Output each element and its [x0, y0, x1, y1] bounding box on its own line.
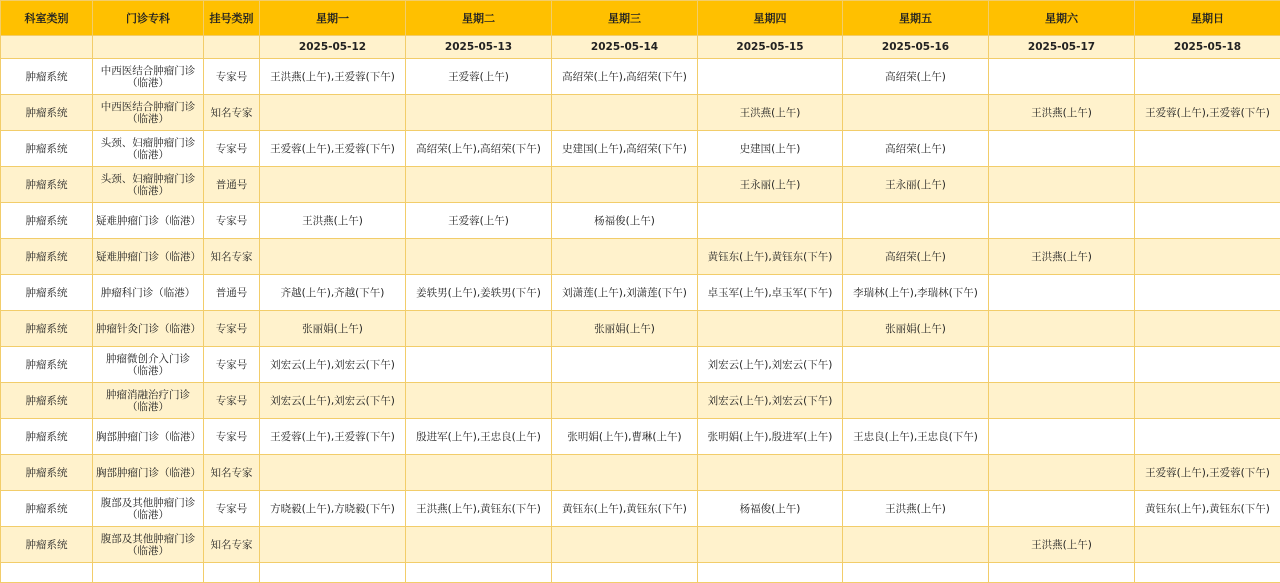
cell-saturday[interactable] — [989, 167, 1135, 203]
cell-saturday[interactable] — [989, 347, 1135, 383]
cell-tuesday[interactable] — [406, 95, 552, 131]
cell-monday[interactable]: 王洪燕(上午) — [260, 203, 406, 239]
cell-empty — [843, 563, 989, 583]
cell-friday[interactable] — [843, 383, 989, 419]
cell-wednesday[interactable] — [552, 455, 698, 491]
cell-dept-category: 肿瘤系统 — [1, 491, 93, 527]
cell-registration-type: 专家号 — [204, 491, 260, 527]
cell-sunday[interactable] — [1135, 347, 1280, 383]
cell-registration-type: 专家号 — [204, 131, 260, 167]
cell-registration-type: 知名专家 — [204, 95, 260, 131]
cell-wednesday[interactable] — [552, 95, 698, 131]
cell-monday[interactable] — [260, 527, 406, 563]
table-row — [1, 455, 1280, 491]
cell-tuesday[interactable]: 高绍荣(上午),高绍荣(下午) — [406, 131, 552, 167]
cell-friday[interactable]: 王忠良(上午),王忠良(下午) — [843, 419, 989, 455]
cell-monday[interactable]: 张丽娟(上午) — [260, 311, 406, 347]
cell-wednesday[interactable]: 张明娟(上午),曹琳(上午) — [552, 419, 698, 455]
cell-wednesday[interactable] — [552, 347, 698, 383]
cell-sunday[interactable] — [1135, 167, 1280, 203]
cell-saturday[interactable]: 王洪燕(上午) — [989, 527, 1135, 563]
date-saturday: 2025-05-17 — [989, 36, 1135, 59]
cell-dept-category: 肿瘤系统 — [1, 59, 93, 95]
cell-clinic-specialty: 胸部肿瘤门诊（临港） — [93, 455, 204, 491]
cell-tuesday[interactable]: 王爱蓉(上午) — [406, 203, 552, 239]
cell-thursday[interactable] — [698, 311, 843, 347]
cell-thursday[interactable]: 王永丽(上午) — [698, 167, 843, 203]
cell-monday[interactable]: 王爱蓉(上午),王爱蓉(下午) — [260, 131, 406, 167]
cell-monday[interactable]: 刘宏云(上午),刘宏云(下午) — [260, 347, 406, 383]
cell-wednesday[interactable] — [552, 239, 698, 275]
cell-dept-category: 肿瘤系统 — [1, 311, 93, 347]
header-saturday: 星期六 — [989, 1, 1135, 36]
cell-registration-type: 知名专家 — [204, 527, 260, 563]
cell-dept-category: 肿瘤系统 — [1, 383, 93, 419]
cell-friday[interactable]: 高绍荣(上午) — [843, 59, 989, 95]
cell-monday[interactable]: 齐越(上午),齐越(下午) — [260, 275, 406, 311]
cell-sunday[interactable]: 王爱蓉(上午),王爱蓉(下午) — [1135, 455, 1280, 491]
cell-sunday[interactable] — [1135, 59, 1280, 95]
cell-sunday[interactable] — [1135, 275, 1280, 311]
cell-tuesday[interactable]: 王爱蓉(上午) — [406, 59, 552, 95]
cell-monday[interactable]: 王洪燕(上午),王爱蓉(下午) — [260, 59, 406, 95]
cell-sunday[interactable] — [1135, 239, 1280, 275]
cell-clinic-specialty: 中西医结合肿瘤门诊（临港） — [93, 95, 204, 131]
cell-thursday[interactable]: 杨福俊(上午) — [698, 491, 843, 527]
cell-clinic-specialty: 肿瘤科门诊（临港） — [93, 275, 204, 311]
cell-wednesday[interactable] — [552, 167, 698, 203]
cell-saturday[interactable] — [989, 131, 1135, 167]
cell-tuesday[interactable] — [406, 347, 552, 383]
cell-tuesday[interactable]: 殷进军(上午),王忠良(上午) — [406, 419, 552, 455]
cell-monday[interactable] — [260, 95, 406, 131]
cell-wednesday[interactable]: 刘潇莲(上午),刘潇莲(下午) — [552, 275, 698, 311]
cell-saturday[interactable] — [989, 203, 1135, 239]
cell-thursday[interactable] — [698, 527, 843, 563]
table-row — [1, 59, 1280, 95]
cell-registration-type: 普通号 — [204, 167, 260, 203]
cell-tuesday[interactable] — [406, 239, 552, 275]
header-thursday: 星期四 — [698, 1, 843, 36]
cell-friday[interactable] — [843, 527, 989, 563]
cell-dept-category: 肿瘤系统 — [1, 131, 93, 167]
cell-tuesday[interactable] — [406, 311, 552, 347]
cell-wednesday[interactable] — [552, 527, 698, 563]
table-row — [1, 347, 1280, 383]
cell-monday[interactable]: 王爱蓉(上午),王爱蓉(下午) — [260, 419, 406, 455]
cell-registration-type: 知名专家 — [204, 455, 260, 491]
cell-wednesday[interactable] — [552, 383, 698, 419]
cell-saturday[interactable] — [989, 275, 1135, 311]
cell-thursday[interactable]: 张明娟(上午),殷进军(上午) — [698, 419, 843, 455]
date-cell — [93, 36, 204, 59]
table-row — [1, 131, 1280, 167]
cell-empty — [552, 563, 698, 583]
cell-dept-category: 肿瘤系统 — [1, 167, 93, 203]
cell-dept-category: 肿瘤系统 — [1, 275, 93, 311]
cell-clinic-specialty: 中西医结合肿瘤门诊（临港） — [93, 59, 204, 95]
date-friday: 2025-05-16 — [843, 36, 989, 59]
cell-sunday[interactable]: 黄钰东(上午),黄钰东(下午) — [1135, 491, 1280, 527]
cell-monday[interactable]: 刘宏云(上午),刘宏云(下午) — [260, 383, 406, 419]
cell-monday[interactable] — [260, 239, 406, 275]
header-tuesday: 星期二 — [406, 1, 552, 36]
cell-registration-type: 专家号 — [204, 311, 260, 347]
cell-empty — [989, 563, 1135, 583]
cell-thursday[interactable] — [698, 59, 843, 95]
table-row — [1, 419, 1280, 455]
cell-wednesday[interactable]: 杨福俊(上午) — [552, 203, 698, 239]
cell-empty — [1135, 563, 1280, 583]
cell-tuesday[interactable] — [406, 383, 552, 419]
header-wednesday: 星期三 — [552, 1, 698, 36]
cell-empty — [260, 563, 406, 583]
cell-saturday[interactable] — [989, 419, 1135, 455]
cell-thursday[interactable]: 黄钰东(上午),黄钰东(下午) — [698, 239, 843, 275]
cell-empty — [1, 563, 93, 583]
cell-thursday[interactable]: 刘宏云(上午),刘宏云(下午) — [698, 347, 843, 383]
date-cell — [1, 36, 93, 59]
table-row — [1, 527, 1280, 563]
header-monday: 星期一 — [260, 1, 406, 36]
cell-tuesday[interactable] — [406, 455, 552, 491]
date-thursday: 2025-05-15 — [698, 36, 843, 59]
cell-tuesday[interactable]: 王洪燕(上午),黄钰东(下午) — [406, 491, 552, 527]
table-row — [1, 95, 1280, 131]
cell-saturday[interactable]: 王洪燕(上午) — [989, 95, 1135, 131]
cell-saturday[interactable] — [989, 383, 1135, 419]
cell-clinic-specialty: 腹部及其他肿瘤门诊（临港） — [93, 527, 204, 563]
cell-tuesday[interactable] — [406, 167, 552, 203]
cell-clinic-specialty: 头颈、妇瘤肿瘤门诊（临港） — [93, 167, 204, 203]
cell-friday[interactable] — [843, 347, 989, 383]
cell-friday[interactable] — [843, 455, 989, 491]
header-sunday: 星期日 — [1135, 1, 1280, 36]
cell-empty — [406, 563, 552, 583]
cell-registration-type: 专家号 — [204, 383, 260, 419]
cell-dept-category: 肿瘤系统 — [1, 347, 93, 383]
cell-wednesday[interactable]: 黄钰东(上午),黄钰东(下午) — [552, 491, 698, 527]
date-wednesday: 2025-05-14 — [552, 36, 698, 59]
table-row — [1, 239, 1280, 275]
table-row — [1, 491, 1280, 527]
table-row — [1, 275, 1280, 311]
cell-clinic-specialty: 肿瘤微创介入门诊（临港） — [93, 347, 204, 383]
cell-empty — [698, 563, 843, 583]
header-clinic-specialty: 门诊专科 — [93, 1, 204, 36]
cell-thursday[interactable]: 王洪燕(上午) — [698, 95, 843, 131]
cell-thursday[interactable] — [698, 203, 843, 239]
cell-saturday[interactable]: 王洪燕(上午) — [989, 239, 1135, 275]
cell-empty — [93, 563, 204, 583]
header-dept-category: 科室类别 — [1, 1, 93, 36]
cell-tuesday[interactable]: 姜轶男(上午),姜轶男(下午) — [406, 275, 552, 311]
cell-sunday[interactable] — [1135, 527, 1280, 563]
cell-tuesday[interactable] — [406, 527, 552, 563]
cell-monday[interactable]: 方晓毅(上午),方晓毅(下午) — [260, 491, 406, 527]
header-friday: 星期五 — [843, 1, 989, 36]
cell-clinic-specialty: 疑难肿瘤门诊（临港） — [93, 203, 204, 239]
cell-clinic-specialty: 胸部肿瘤门诊（临港） — [93, 419, 204, 455]
table-row — [1, 311, 1280, 347]
cell-sunday[interactable] — [1135, 203, 1280, 239]
cell-thursday[interactable]: 刘宏云(上午),刘宏云(下午) — [698, 383, 843, 419]
cell-registration-type: 专家号 — [204, 419, 260, 455]
cell-sunday[interactable]: 王爱蓉(上午),王爱蓉(下午) — [1135, 95, 1280, 131]
cell-friday[interactable]: 王永丽(上午) — [843, 167, 989, 203]
cell-clinic-specialty: 疑难肿瘤门诊（临港） — [93, 239, 204, 275]
cell-registration-type: 专家号 — [204, 347, 260, 383]
cell-dept-category: 肿瘤系统 — [1, 95, 93, 131]
cell-wednesday[interactable]: 张丽娟(上午) — [552, 311, 698, 347]
date-cell — [204, 36, 260, 59]
cell-dept-category: 肿瘤系统 — [1, 527, 93, 563]
header-row — [1, 1, 1280, 36]
table-row — [1, 167, 1280, 203]
cell-friday[interactable] — [843, 203, 989, 239]
cell-friday[interactable] — [843, 95, 989, 131]
cell-thursday[interactable]: 史建国(上午) — [698, 131, 843, 167]
cell-registration-type: 专家号 — [204, 59, 260, 95]
cell-thursday[interactable] — [698, 455, 843, 491]
cell-friday[interactable]: 高绍荣(上午) — [843, 131, 989, 167]
cell-clinic-specialty: 腹部及其他肿瘤门诊（临港） — [93, 491, 204, 527]
cell-thursday[interactable]: 卓玉军(上午),卓玉军(下午) — [698, 275, 843, 311]
cell-friday[interactable]: 张丽娟(上午) — [843, 311, 989, 347]
cell-friday[interactable]: 王洪燕(上午) — [843, 491, 989, 527]
date-tuesday: 2025-05-13 — [406, 36, 552, 59]
cell-friday[interactable]: 高绍荣(上午) — [843, 239, 989, 275]
cell-wednesday[interactable]: 史建国(上午),高绍荣(下午) — [552, 131, 698, 167]
cell-sunday[interactable] — [1135, 383, 1280, 419]
cell-clinic-specialty: 肿瘤消融治疗门诊（临港） — [93, 383, 204, 419]
date-monday: 2025-05-12 — [260, 36, 406, 59]
date-sunday: 2025-05-18 — [1135, 36, 1280, 59]
cell-wednesday[interactable]: 高绍荣(上午),高绍荣(下午) — [552, 59, 698, 95]
table-row — [1, 383, 1280, 419]
cell-registration-type: 知名专家 — [204, 239, 260, 275]
cell-dept-category: 肿瘤系统 — [1, 203, 93, 239]
cell-monday[interactable] — [260, 455, 406, 491]
cell-saturday[interactable] — [989, 59, 1135, 95]
date-row — [1, 36, 1280, 59]
cell-friday[interactable]: 李瑞林(上午),李瑞林(下午) — [843, 275, 989, 311]
cell-registration-type: 普通号 — [204, 275, 260, 311]
table-row — [1, 203, 1280, 239]
cell-clinic-specialty: 肿瘤针灸门诊（临港） — [93, 311, 204, 347]
cell-registration-type: 专家号 — [204, 203, 260, 239]
cell-sunday[interactable] — [1135, 311, 1280, 347]
cell-clinic-specialty: 头颈、妇瘤肿瘤门诊（临港） — [93, 131, 204, 167]
cell-dept-category: 肿瘤系统 — [1, 239, 93, 275]
cell-empty — [204, 563, 260, 583]
cell-saturday[interactable] — [989, 311, 1135, 347]
cell-dept-category: 肿瘤系统 — [1, 419, 93, 455]
cell-sunday[interactable] — [1135, 131, 1280, 167]
table-row-cutoff — [1, 563, 1280, 583]
cell-dept-category: 肿瘤系统 — [1, 455, 93, 491]
cell-monday[interactable] — [260, 167, 406, 203]
cell-saturday[interactable] — [989, 455, 1135, 491]
cell-saturday[interactable] — [989, 491, 1135, 527]
header-registration-type: 挂号类别 — [204, 1, 260, 36]
cell-sunday[interactable] — [1135, 419, 1280, 455]
